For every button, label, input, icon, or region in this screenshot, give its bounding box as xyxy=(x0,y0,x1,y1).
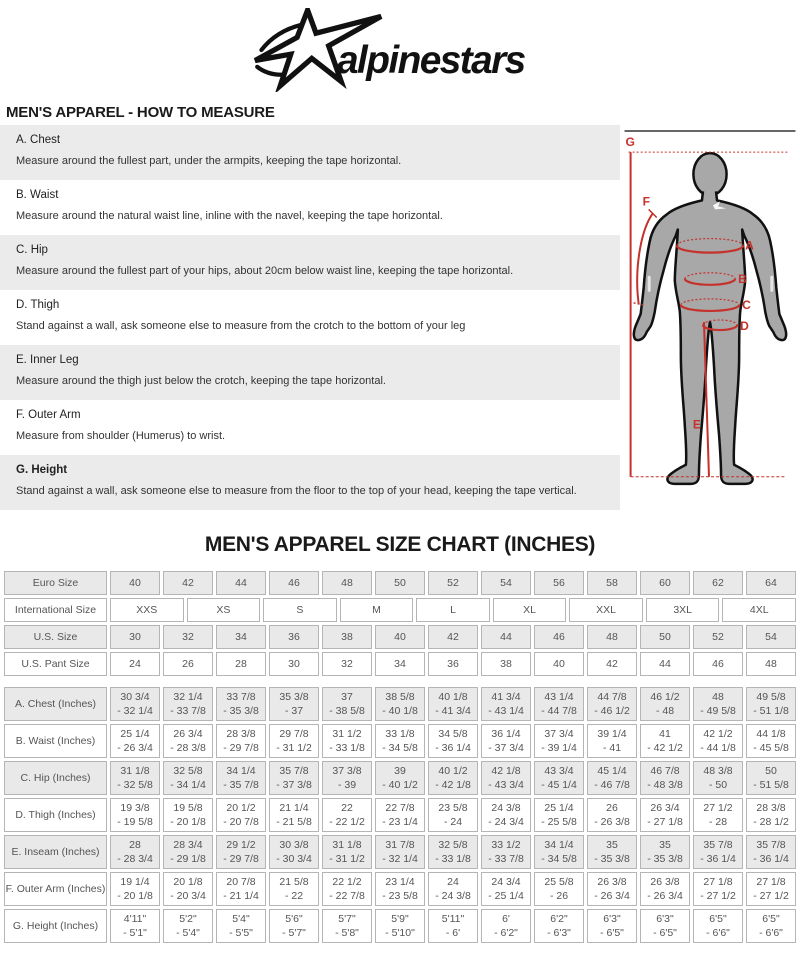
value-cell: 5'7" - 5'8" xyxy=(322,909,372,943)
value-cell: 54 xyxy=(746,625,796,649)
row-label-cell: D. Thigh (Inches) xyxy=(4,798,107,832)
row-label-cell: B. Waist (Inches) xyxy=(4,724,107,758)
value-cell: 5'11" - 6' xyxy=(428,909,478,943)
instruction-label: G. Height xyxy=(16,464,68,476)
table-row xyxy=(4,798,796,832)
instruction-label: F. Outer Arm xyxy=(16,409,81,421)
value-cell: 6'3" - 6'5" xyxy=(587,909,637,943)
value-cell: 34 1/4 - 34 5/8 xyxy=(534,835,584,869)
value-cell: 35 - 35 3/8 xyxy=(640,835,690,869)
value-cell: 40 xyxy=(110,571,160,595)
value-cell: 33 7/8 - 35 3/8 xyxy=(216,687,266,721)
value-cell: 30 3/8 - 30 3/4 xyxy=(269,835,319,869)
value-cell: 46 xyxy=(534,625,584,649)
value-cell: 36 xyxy=(269,625,319,649)
table-row xyxy=(4,724,796,758)
value-cell: 22 1/2 - 22 7/8 xyxy=(322,872,372,906)
value-cell: 39 - 40 1/2 xyxy=(375,761,425,795)
value-cell: XXL xyxy=(569,598,643,622)
figure-label-d: D xyxy=(739,319,749,334)
value-cell: 31 1/8 - 32 5/8 xyxy=(110,761,160,795)
value-cell: 6'5" - 6'6" xyxy=(693,909,743,943)
value-cell: 46 xyxy=(269,571,319,595)
table-row xyxy=(4,598,796,622)
value-cell: 23 5/8 - 24 xyxy=(428,798,478,832)
table-row xyxy=(4,909,796,943)
value-cell: 50 - 51 5/8 xyxy=(746,761,796,795)
value-cell: 5'2" - 5'4" xyxy=(163,909,213,943)
instruction-label: E. Inner Leg xyxy=(16,354,79,366)
value-cell: 37 - 38 5/8 xyxy=(322,687,372,721)
value-cell: 32 xyxy=(322,652,372,676)
body-measurement-diagram xyxy=(622,125,799,517)
value-cell: 36 xyxy=(428,652,478,676)
value-cell: 6' - 6'2" xyxy=(481,909,531,943)
instruction-row xyxy=(0,400,620,455)
measure-instructions xyxy=(0,125,620,510)
value-cell: 42 xyxy=(163,571,213,595)
value-cell: 42 1/8 - 43 3/4 xyxy=(481,761,531,795)
value-cell: 5'4" - 5'5" xyxy=(216,909,266,943)
value-cell: 32 1/4 - 33 7/8 xyxy=(163,687,213,721)
value-cell: 27 1/2 - 28 xyxy=(693,798,743,832)
value-cell: 52 xyxy=(428,571,478,595)
row-label-cell: A. Chest (Inches) xyxy=(4,687,107,721)
value-cell: 31 1/8 - 31 1/2 xyxy=(322,835,372,869)
value-cell: 30 3/4 - 32 1/4 xyxy=(110,687,160,721)
value-cell: 64 xyxy=(746,571,796,595)
value-cell: 29 1/2 - 29 7/8 xyxy=(216,835,266,869)
value-cell: 42 1/2 - 44 1/8 xyxy=(693,724,743,758)
value-cell: 49 5/8 - 51 1/8 xyxy=(746,687,796,721)
body-silhouette xyxy=(633,191,785,483)
instruction-text: Measure from shoulder (Humerus) to wrist. xyxy=(16,430,226,442)
value-cell: 40 1/2 - 42 1/8 xyxy=(428,761,478,795)
value-cell: 24 - 24 3/8 xyxy=(428,872,478,906)
value-cell: 26 - 26 3/8 xyxy=(587,798,637,832)
instruction-row xyxy=(0,180,620,235)
value-cell: 26 xyxy=(163,652,213,676)
value-cell: 48 - 49 5/8 xyxy=(693,687,743,721)
value-cell: 24 xyxy=(110,652,160,676)
row-label-cell: U.S. Pant Size xyxy=(4,652,107,676)
instruction-text: Stand against a wall, ask someone else to measure from the floor to the top of your head, keeping the tape vertical. xyxy=(16,485,577,497)
row-label-cell: G. Height (Inches) xyxy=(4,909,107,943)
instruction-label: C. Hip xyxy=(16,244,48,256)
instruction-text: Measure around the natural waist line, inline with the navel, keeping the tape horizontal. xyxy=(16,210,443,222)
value-cell: 26 3/4 - 28 3/8 xyxy=(163,724,213,758)
row-label-cell: Euro Size xyxy=(4,571,107,595)
value-cell: 35 7/8 - 36 1/4 xyxy=(746,835,796,869)
value-cell: 19 1/4 - 20 1/8 xyxy=(110,872,160,906)
value-cell: 6'5" - 6'6" xyxy=(746,909,796,943)
table-section-gap xyxy=(4,679,796,687)
figure-label-f: F xyxy=(642,194,650,209)
row-label-cell: E. Inseam (Inches) xyxy=(4,835,107,869)
value-cell: 54 xyxy=(481,571,531,595)
value-cell: 19 3/8 - 19 5/8 xyxy=(110,798,160,832)
table-row xyxy=(4,761,796,795)
value-cell: 35 7/8 - 36 1/4 xyxy=(693,835,743,869)
value-cell: 46 7/8 - 48 3/8 xyxy=(640,761,690,795)
value-cell: 43 3/4 - 45 1/4 xyxy=(534,761,584,795)
how-to-measure-section xyxy=(0,125,800,517)
value-cell: 24 3/4 - 25 1/4 xyxy=(481,872,531,906)
value-cell: 39 1/4 - 41 xyxy=(587,724,637,758)
value-cell: 23 1/4 - 23 5/8 xyxy=(375,872,425,906)
table-row xyxy=(4,571,796,595)
row-label-cell: U.S. Size xyxy=(4,625,107,649)
value-cell: 25 1/4 - 25 5/8 xyxy=(534,798,584,832)
value-cell: 19 5/8 - 20 1/8 xyxy=(163,798,213,832)
value-cell: 28 3/4 - 29 1/8 xyxy=(163,835,213,869)
value-cell: 29 7/8 - 31 1/2 xyxy=(269,724,319,758)
instruction-text: Measure around the fullest part of your hips, about 20cm below waist line, keeping the tape horizontal. xyxy=(16,265,514,277)
value-cell: 40 xyxy=(375,625,425,649)
value-cell: 28 - 28 3/4 xyxy=(110,835,160,869)
instruction-label: A. Chest xyxy=(16,134,61,146)
value-cell: 38 5/8 - 40 1/8 xyxy=(375,687,425,721)
row-label-cell: F. Outer Arm (Inches) xyxy=(4,872,107,906)
value-cell: XL xyxy=(493,598,567,622)
value-cell: 31 7/8 - 32 1/4 xyxy=(375,835,425,869)
value-cell: 34 xyxy=(216,625,266,649)
value-cell: 48 3/8 - 50 xyxy=(693,761,743,795)
value-cell: 22 - 22 1/2 xyxy=(322,798,372,832)
value-cell: 43 1/4 - 44 7/8 xyxy=(534,687,584,721)
value-cell: 26 3/8 - 26 3/4 xyxy=(640,872,690,906)
value-cell: 56 xyxy=(534,571,584,595)
value-cell: 6'2" - 6'3" xyxy=(534,909,584,943)
value-cell: 24 3/8 - 24 3/4 xyxy=(481,798,531,832)
value-cell: 27 1/8 - 27 1/2 xyxy=(693,872,743,906)
value-cell: 46 1/2 - 48 xyxy=(640,687,690,721)
value-cell: S xyxy=(263,598,337,622)
measure-figure xyxy=(620,125,800,517)
brand-header xyxy=(0,0,800,102)
value-cell: 5'9" - 5'10" xyxy=(375,909,425,943)
value-cell: 20 1/2 - 20 7/8 xyxy=(216,798,266,832)
value-cell: 44 xyxy=(481,625,531,649)
value-cell: 35 - 35 3/8 xyxy=(587,835,637,869)
value-cell: 22 7/8 - 23 1/4 xyxy=(375,798,425,832)
value-cell: 44 7/8 - 46 1/2 xyxy=(587,687,637,721)
value-cell: 36 1/4 - 37 3/4 xyxy=(481,724,531,758)
table-row xyxy=(4,835,796,869)
table-row xyxy=(4,872,796,906)
row-label-cell: C. Hip (Inches) xyxy=(4,761,107,795)
instruction-text: Measure around the fullest part, under the armpits, keeping the tape horizontal. xyxy=(16,155,402,167)
value-cell: 37 3/4 - 39 1/4 xyxy=(534,724,584,758)
value-cell: 20 1/8 - 20 3/4 xyxy=(163,872,213,906)
value-cell: 50 xyxy=(640,625,690,649)
value-cell: 32 5/8 - 34 1/4 xyxy=(163,761,213,795)
value-cell: 62 xyxy=(693,571,743,595)
value-cell: 45 1/4 - 46 7/8 xyxy=(587,761,637,795)
value-cell: 21 5/8 - 22 xyxy=(269,872,319,906)
table-row xyxy=(4,687,796,721)
value-cell: XXS xyxy=(110,598,184,622)
value-cell: 28 3/8 - 29 7/8 xyxy=(216,724,266,758)
value-cell: XS xyxy=(187,598,261,622)
value-cell: 60 xyxy=(640,571,690,595)
instruction-label: B. Waist xyxy=(16,189,59,201)
figure-label-e: E xyxy=(692,417,701,432)
figure-label-g: G xyxy=(625,135,635,150)
value-cell: 48 xyxy=(322,571,372,595)
value-cell: L xyxy=(416,598,490,622)
value-cell: 34 5/8 - 36 1/4 xyxy=(428,724,478,758)
value-cell: 42 xyxy=(428,625,478,649)
value-cell: 48 xyxy=(587,625,637,649)
value-cell: 26 3/4 - 27 1/8 xyxy=(640,798,690,832)
figure-label-b: B xyxy=(737,271,747,286)
value-cell: 41 - 42 1/2 xyxy=(640,724,690,758)
value-cell: 5'6" - 5'7" xyxy=(269,909,319,943)
instruction-row xyxy=(0,235,620,290)
instruction-text: Measure around the thigh just below the crotch, keeping the tape horizontal. xyxy=(16,375,386,387)
page-title: MEN'S APPAREL - HOW TO MEASURE xyxy=(6,104,275,121)
size-table xyxy=(4,571,796,943)
value-cell: 35 3/8 - 37 xyxy=(269,687,319,721)
value-cell: 21 1/4 - 21 5/8 xyxy=(269,798,319,832)
table-row xyxy=(4,625,796,649)
value-cell: 27 1/8 - 27 1/2 xyxy=(746,872,796,906)
alpinestars-logo-icon xyxy=(250,8,550,92)
value-cell: 25 1/4 - 26 3/4 xyxy=(110,724,160,758)
instruction-row xyxy=(0,125,620,180)
value-cell: 42 xyxy=(587,652,637,676)
value-cell: 52 xyxy=(693,625,743,649)
value-cell: 40 xyxy=(534,652,584,676)
value-cell: 30 xyxy=(110,625,160,649)
value-cell: 32 xyxy=(163,625,213,649)
value-cell: 48 xyxy=(746,652,796,676)
size-chart-title: MEN'S APPAREL SIZE CHART (INCHES) xyxy=(204,533,596,556)
value-cell: 46 xyxy=(693,652,743,676)
value-cell: 25 5/8 - 26 xyxy=(534,872,584,906)
value-cell: 33 1/8 - 34 5/8 xyxy=(375,724,425,758)
value-cell: 28 3/8 - 28 1/2 xyxy=(746,798,796,832)
value-cell: 40 1/8 - 41 3/4 xyxy=(428,687,478,721)
instruction-label: D. Thigh xyxy=(16,299,60,311)
table-row xyxy=(4,652,796,676)
instruction-row xyxy=(0,345,620,400)
instruction-row xyxy=(0,455,620,510)
value-cell: 44 xyxy=(640,652,690,676)
value-cell: 33 1/2 - 33 7/8 xyxy=(481,835,531,869)
instruction-text: Stand against a wall, ask someone else to measure from the crotch to the bottom of your leg xyxy=(16,320,466,332)
value-cell: 38 xyxy=(481,652,531,676)
value-cell: 4XL xyxy=(722,598,796,622)
value-cell: 58 xyxy=(587,571,637,595)
value-cell: 6'3" - 6'5" xyxy=(640,909,690,943)
value-cell: 3XL xyxy=(646,598,720,622)
value-cell: 34 xyxy=(375,652,425,676)
value-cell: 44 1/8 - 45 5/8 xyxy=(746,724,796,758)
value-cell: 20 7/8 - 21 1/4 xyxy=(216,872,266,906)
value-cell: M xyxy=(340,598,414,622)
value-cell: 37 3/8 - 39 xyxy=(322,761,372,795)
value-cell: 32 5/8 - 33 1/8 xyxy=(428,835,478,869)
figure-label-a: A xyxy=(744,238,754,253)
value-cell: 50 xyxy=(375,571,425,595)
brand-wordmark: alpinestars xyxy=(337,39,525,83)
value-cell: 34 1/4 - 35 7/8 xyxy=(216,761,266,795)
value-cell: 4'11" - 5'1" xyxy=(110,909,160,943)
value-cell: 28 xyxy=(216,652,266,676)
value-cell: 44 xyxy=(216,571,266,595)
row-label-cell: International Size xyxy=(4,598,107,622)
instruction-row xyxy=(0,290,620,345)
value-cell: 31 1/2 - 33 1/8 xyxy=(322,724,372,758)
value-cell: 30 xyxy=(269,652,319,676)
value-cell: 26 3/8 - 26 3/4 xyxy=(587,872,637,906)
value-cell: 41 3/4 - 43 1/4 xyxy=(481,687,531,721)
value-cell: 38 xyxy=(322,625,372,649)
value-cell: 35 7/8 - 37 3/8 xyxy=(269,761,319,795)
figure-label-c: C xyxy=(741,297,751,312)
